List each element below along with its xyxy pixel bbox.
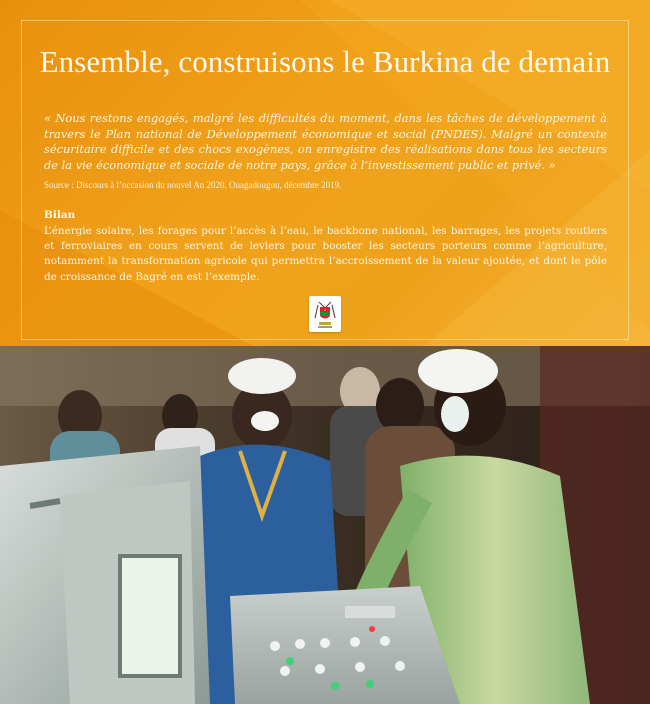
quote-source: Source : Discours à l’occasion du nouvel An 2020. Ouagadougou, décembre 2019. [44,180,342,190]
header-banner [0,0,650,350]
bilan-paragraph: L’énergie solaire, les forages pour l’accès à l’eau, le backbone national, les barrages, les projets routiers et ferroviaires en cours servent de leviers pour booster les secteurs porteurs comme l’agriculture, notamment la transformation agricole qui permettra l’accroissement de la valeur ajoutée, et dont le pôle de croissance de Bagré en est l’exemple. [44,225,607,283]
coat-of-arms-icon [309,296,341,332]
speech-quote: « Nous restons engagés, malgré les difficultés du moment, dans les tâches de développement à travers le Plan national de Développement économique et social (PNDES). Malgré un contexte sécuritaire difficile et des chocs exogènes, on enregistre des réalisations dans tous les secteurs de la vie économique et sociale de notre pays, grâce à l’investissement public et privé. » [44,111,607,172]
bilan-heading: Bilan [44,209,76,221]
page-title: Ensemble, construisons le Burkina de demain [39,44,611,79]
factory-photo [0,346,650,704]
